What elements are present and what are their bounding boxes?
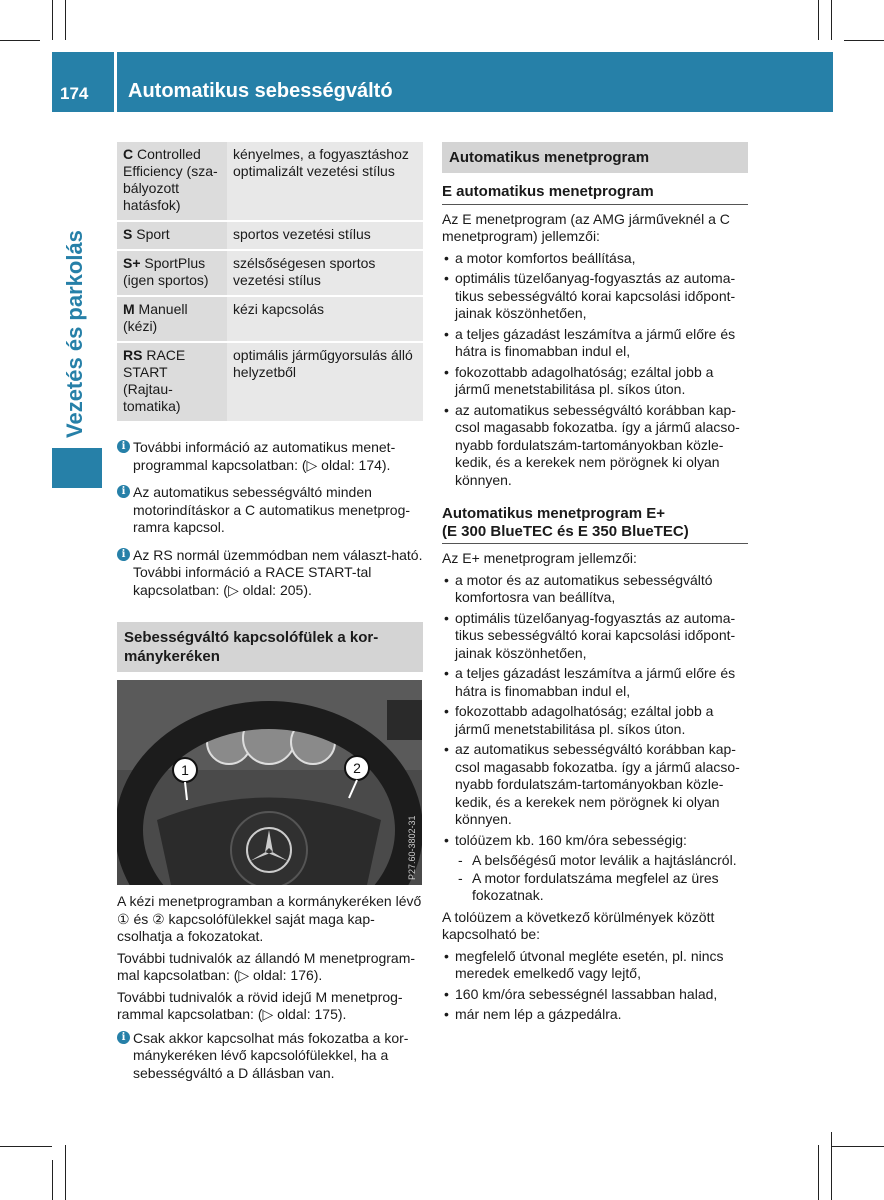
e-bullet-list (442, 250, 748, 490)
paddle-para-2: További tudnivalók az állandó M menetprogram-mal kapcsolatban: (▷ oldal: 176). (117, 949, 416, 983)
page-title: Automatikus sebességváltó (128, 80, 393, 102)
mode-name (117, 250, 227, 296)
mode-code: M (123, 301, 135, 317)
info-notes (117, 439, 423, 599)
crop-mark (844, 40, 884, 41)
list-item: • fokozottabb adagolhatóság; ezáltal jobb a jármű menetstabilitása pl. síkos úton. (442, 364, 748, 399)
mode-name (117, 296, 227, 342)
list-item: • már nem lép a gázpedálra. (442, 1006, 748, 1024)
info-note (117, 439, 423, 474)
mode-label: SportPlus (igen sportos) (123, 255, 209, 288)
side-tab-marker (52, 448, 102, 488)
steering-wheel-image (117, 680, 422, 885)
section-title-automatic: Automatikus menetprogram (442, 142, 748, 173)
mode-label: RACE START (Rajtau-tomatika) (123, 347, 186, 414)
eplus-bullet-list (442, 572, 748, 850)
mode-row (117, 296, 423, 342)
crop-mark (831, 1132, 832, 1200)
list-item: • fokozottabb adagolhatóság; ezáltal jobb a jármű menetstabilitása pl. síkos úton. (442, 703, 748, 738)
info-icon: i (117, 485, 130, 498)
list-item: • a motor komfortos beállítása, (442, 250, 748, 268)
paddle-para-3: További tudnivalók a rövid idejű M menetprog-rammal kapcsolatban: (▷ oldal: 175). (117, 988, 403, 1022)
page-number: 174 (60, 84, 89, 103)
list-item: • optimális tüzelőanyag-fogyasztás az automa-tikus sebességváltó korai kapcsolási időpont-jainak köszönhetően, (442, 610, 748, 663)
crop-mark (0, 40, 40, 41)
right-column (442, 142, 748, 1027)
crop-mark (831, 1146, 884, 1147)
mode-description: szélsőségesen sportos vezetési stílus (227, 250, 423, 296)
mode-code: RS (123, 347, 143, 363)
info-note (117, 484, 423, 537)
eplus-intro: Az E+ menetprogram jellemzői: (442, 550, 637, 566)
list-item: • a teljes gázadást leszámítva a jármű előre és hátra is finomabban indul el, (442, 665, 748, 700)
mode-row (117, 250, 423, 296)
coast-bullet-list (442, 948, 748, 1024)
info-note (117, 547, 423, 600)
mode-code: S (123, 226, 133, 242)
crop-mark (65, 1145, 66, 1200)
list-item: - A belsőégésű motor leválik a hajtásláncról. (458, 852, 748, 870)
image-code: P27.60-3802-31 (407, 815, 417, 880)
e-intro: Az E menetprogram (az AMG járműveknél a C menetprogram) jellemzői: (442, 210, 730, 244)
mode-label: Manuell (kézi) (123, 301, 188, 334)
callout-1: 1 (181, 762, 189, 778)
crop-mark (818, 1145, 819, 1200)
paddle-info-text: Csak akkor kapcsolhat más fokozatba a kor-mánykeréken lévő kapcsolófülekkel, ha a sebességváltó a D állásban van. (133, 1029, 409, 1081)
mode-table (117, 142, 423, 423)
crop-mark (52, 0, 53, 40)
eplus-heading (442, 505, 748, 544)
crop-mark (831, 0, 832, 40)
info-icon: i (117, 440, 130, 453)
info-icon: i (117, 1031, 130, 1044)
eplus-heading-line-2: (E 300 BlueTEC és E 350 BlueTEC) (442, 522, 689, 540)
crop-mark (0, 1146, 52, 1147)
side-tab-label: Vezetés és parkolás (62, 230, 87, 438)
list-item: • a teljes gázadást leszámítva a jármű előre és hátra is finomabban indul el, (442, 326, 748, 361)
info-note-text: Az automatikus sebességváltó minden motorindításkor a C automatikus menetprog-ramra kapcsol. (133, 484, 411, 535)
coast-dash-list (442, 852, 748, 905)
paddle-para-1: A kézi menetprogramban a kormánykeréken lévő ① és ② kapcsolófülekkel saját maga kap-csolhatja a fokozatokat. (117, 893, 422, 944)
mode-description: sportos vezetési stílus (227, 221, 423, 250)
mode-label: Sport (132, 226, 170, 242)
info-note-text: További információ az automatikus menet-programmal kapcsolatban: (▷ oldal: 174). (133, 439, 396, 473)
mode-name (117, 342, 227, 422)
mode-label: Controlled Efficiency (sza-bályozott hatásfok) (123, 146, 218, 213)
coast-intro: A tolóüzem a következő körülmények között kapcsolható be: (442, 908, 715, 942)
mode-name (117, 221, 227, 250)
list-item: • 160 km/óra sebességnél lassabban halad, (442, 986, 748, 1004)
mode-description: kényelmes, a fogyasztáshoz optimalizált vezetési stílus (227, 142, 423, 221)
list-item: • megfelelő útvonal megléte esetén, pl. nincs meredek emelkedő vagy lejtő, (442, 948, 748, 983)
eplus-heading-line-1: Automatikus menetprogram E+ (442, 505, 665, 522)
list-item: • tolóüzem kb. 160 km/óra sebességig: (442, 832, 748, 850)
steering-wheel-icon (117, 680, 422, 885)
list-item: • az automatikus sebességváltó korábban kap-csol magasabb fokozatba. így a jármű alacso-nyabb fordulatszám-tartományokban közle-kedik, és a kerekek nem pörögnek ki olyan könnyen. (442, 402, 748, 490)
mode-name (117, 142, 227, 221)
paddle-section-title: Sebességváltó kapcsolófülek a kor-mánykeréken (117, 622, 423, 672)
mode-row (117, 221, 423, 250)
mode-description: optimális járműgyorsulás álló helyzetből (227, 342, 423, 422)
mode-row (117, 142, 423, 221)
e-program-heading: E automatikus menetprogram (442, 183, 748, 205)
mode-description: kézi kapcsolás (227, 296, 423, 342)
callout-2: 2 (353, 760, 361, 776)
paddle-section (117, 622, 423, 672)
left-column (117, 142, 423, 609)
info-icon: i (117, 548, 130, 561)
crop-mark (818, 0, 819, 40)
crop-mark (52, 1160, 53, 1200)
crop-mark (65, 0, 66, 40)
mode-code: C (123, 146, 134, 162)
list-item: • optimális tüzelőanyag-fogyasztás az automa-tikus sebességváltó korai kapcsolási időpont-jainak köszönhetően, (442, 270, 748, 323)
paddle-info (117, 1030, 423, 1083)
list-item: • az automatikus sebességváltó korábban kap-csol magasabb fokozatba. így a jármű alacso-nyabb fordulatszám-tartományokban közle-kedik, és a kerekek nem pörögnek ki olyan könnyen. (442, 741, 748, 829)
list-item: • a motor és az automatikus sebességváltó komfortosra van beállítva, (442, 572, 748, 607)
mode-code: S+ (123, 255, 141, 271)
info-note-text: Az RS normál üzemmódban nem választ-ható. További információ a RACE START-tal kapcsolatban: (▷ oldal: 205). (133, 546, 423, 598)
list-item: - A motor fordulatszáma megfelel az üres fokozatnak. (458, 870, 748, 905)
paddle-text (117, 893, 423, 1092)
mode-row (117, 342, 423, 422)
